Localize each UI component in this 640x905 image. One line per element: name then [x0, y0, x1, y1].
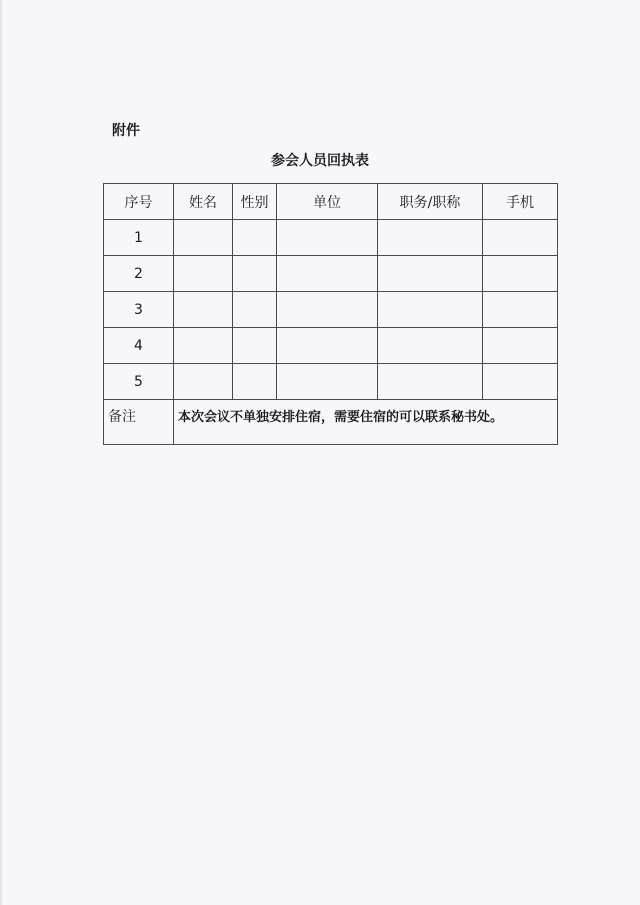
- organization-cell: [277, 292, 378, 328]
- name-cell: [174, 364, 233, 400]
- row-number: 1: [104, 220, 174, 256]
- organization-cell: [277, 220, 378, 256]
- gender-cell: [233, 292, 277, 328]
- page-title: 参会人员回执表: [271, 153, 369, 169]
- row-number: 3: [104, 292, 174, 328]
- title-cell: [378, 292, 483, 328]
- title-cell: [378, 328, 483, 364]
- row-number: 4: [104, 328, 174, 364]
- header-cell-gender: 性别: [233, 184, 277, 220]
- name-cell: [174, 328, 233, 364]
- table-row: [104, 328, 558, 364]
- title-cell: [378, 364, 483, 400]
- gender-cell: [233, 220, 277, 256]
- row-number: 5: [104, 364, 174, 400]
- receipt-table: [103, 183, 558, 445]
- table-row: [104, 364, 558, 400]
- header-cell-phone: 手机: [483, 184, 558, 220]
- attachment-label: 附件: [112, 123, 140, 139]
- phone-cell: [483, 256, 558, 292]
- row-number: 2: [104, 256, 174, 292]
- gender-cell: [233, 256, 277, 292]
- table-row: [104, 256, 558, 292]
- phone-cell: [483, 328, 558, 364]
- note-text: 本次会议不单独安排住宿，需要住宿的可以联系秘书处。: [174, 400, 558, 445]
- gender-cell: [233, 328, 277, 364]
- title-cell: [378, 256, 483, 292]
- phone-cell: [483, 364, 558, 400]
- organization-cell: [277, 256, 378, 292]
- header-cell-index: 序号: [104, 184, 174, 220]
- organization-cell: [277, 364, 378, 400]
- organization-cell: [277, 328, 378, 364]
- gender-cell: [233, 364, 277, 400]
- name-cell: [174, 220, 233, 256]
- name-cell: [174, 256, 233, 292]
- table-row: [104, 292, 558, 328]
- note-label: 备注: [104, 400, 174, 445]
- note-row: [104, 400, 558, 445]
- phone-cell: [483, 220, 558, 256]
- header-cell-name: 姓名: [174, 184, 233, 220]
- table-row: [104, 220, 558, 256]
- header-cell-title: 职务/职称: [378, 184, 483, 220]
- phone-cell: [483, 292, 558, 328]
- name-cell: [174, 292, 233, 328]
- table-header-row: [104, 184, 558, 220]
- header-cell-organization: 单位: [277, 184, 378, 220]
- scan-edge: [0, 0, 2, 905]
- title-cell: [378, 220, 483, 256]
